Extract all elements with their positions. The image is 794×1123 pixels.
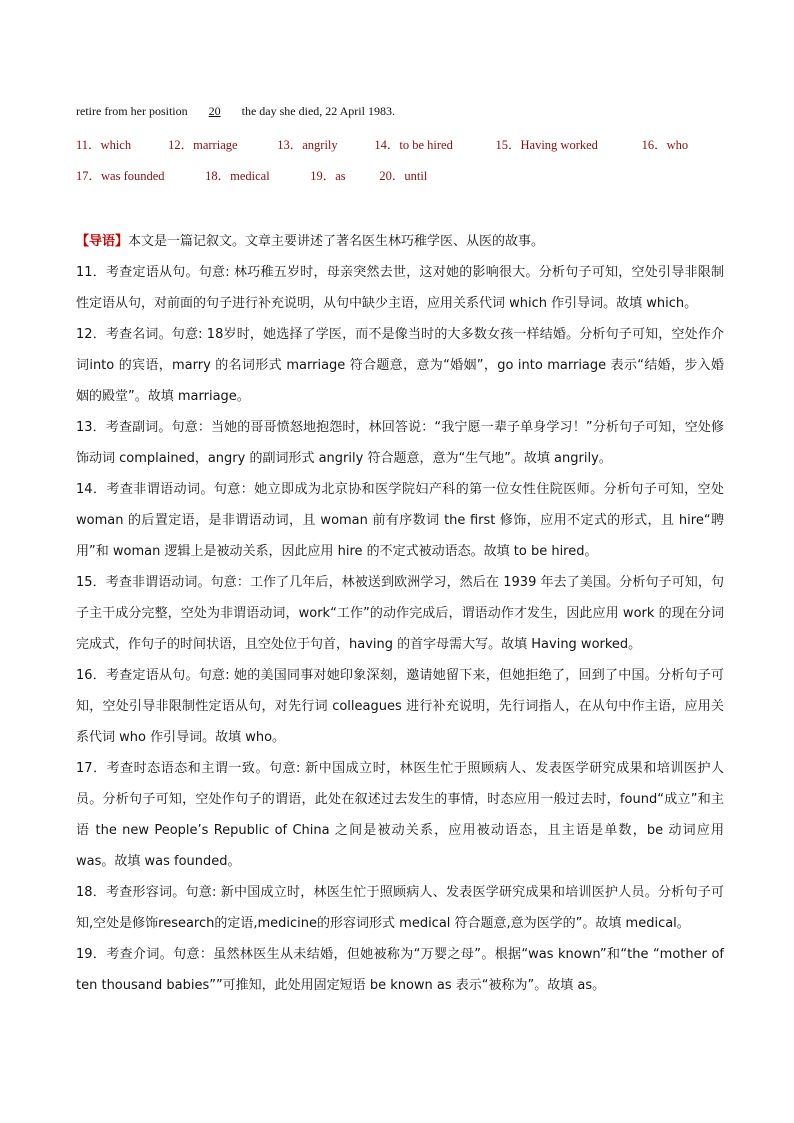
guide-label: 【导语】 [76,234,129,249]
explanation-19: 19．考查介词。句意：虽然林医生从未结婚，但她被称为“万婴之母”。根据“was known”和“the “mother of ten thousand babies””可推知，此处用固定短语 be known as 表示“被称为”。故填 as。 [76,947,724,993]
answer-row-2 [76,166,427,184]
answer-item: 11．which [76,138,132,152]
answer-item: 12．marriage [168,138,238,152]
answer-item: 19．as [310,169,346,183]
answer-item: 15．Having worked [495,138,598,152]
answer-item: 16．who [641,138,689,152]
explanation-11: 11．考查定语从句。句意: 林巧稚五岁时，母亲突然去世，这对她的影响很大。分析句子可知，空处引导非限制性定语从句，对前面的句子进行补充说明，从句中缺少主语，应用关系代词 which 作引导词。故填 which。 [76,265,724,311]
explanation-12: 12．考查名词。句意: 18岁时，她选择了学医，而不是像当时的大多数女孩一样结婚。分析句子可知，空处作介词into 的宾语，marry 的名词形式 marriage 符合题意，意为“婚姻”，go into marriage 表示“结婚，步入婚姻的殿堂”。故填 marriage。 [76,327,724,404]
intro-blank: 20 [208,104,221,118]
intro-after: the day she died, 22 April 1983. [241,104,395,118]
answer-item: 13．angrily [277,138,338,152]
answer-item: 20．until [379,169,428,183]
intro-line [76,104,395,119]
explanation-14: 14．考查非谓语动词。句意：她立即成为北京协和医学院妇产科的第一位女性住院医师。分析句子可知，空处 woman 的后置定语，是非谓语动词，且 woman 前有序数词 the first 修饰，应用不定式的形式，且 hire“聘用”和 woman 逻辑上是被动关系，因此应用 hire 的不定式被动语态。故填 to be hired。 [76,482,724,559]
explanation-section [76,226,724,1001]
explanation-18: 18．考查形容词。句意: 新中国成立时，林医生忙于照顾病人、发表医学研究成果和培训医护人员。分析句子可知,空处是修饰research的定语,medicine的形容词形式 medical 符合题意,意为医学的”。故填 medical。 [76,885,724,931]
guide-paragraph [76,226,724,257]
answer-item: 14．to be hired [374,138,453,152]
answer-item: 17．was founded [76,169,165,183]
guide-text: 本文是一篇记叙文。文章主要讲述了著名医生林巧稚学医、从医的故事。 [128,234,545,249]
answer-item: 18．medical [205,169,270,183]
explanation-13: 13．考查副词。句意：当她的哥哥愤怒地抱怨时，林回答说：“我宁愿一辈子单身学习！”分析句子可知，空处修饰动词 complained，angry 的副词形式 angrily 符合题意，意为“生气地”。故填 angrily。 [76,420,724,466]
answer-row-1 [76,135,688,153]
explanation-17: 17．考查时态语态和主谓一致。句意: 新中国成立时，林医生忙于照顾病人、发表医学研究成果和培训医护人员。分析句子可知，空处作句子的谓语，此处在叙述过去发生的事情，时态应用一般过去时，found“成立”和主语 the new People’s Republic of China 之间是被动关系，应用被动语态，且主语是单数，be 动词应用 was。故填 was founded。 [76,761,724,869]
explanation-15: 15．考查非谓语动词。句意：工作了几年后，林被送到欧洲学习，然后在 1939 年去了美国。分析句子可知，句子主干成分完整，空处为非谓语动词，work“工作”的动作完成后，谓语动作才发生，因此应用 work 的现在分词完成式，作句子的时间状语，且空处位于句首，having 的首字母需大写。故填 Having worked。 [76,575,724,652]
explanation-16: 16．考查定语从句。句意: 她的美国同事对她印象深刻，邀请她留下来，但她拒绝了，回到了中国。分析句子可知，空处引导非限制性定语从句，对先行词 colleagues 进行补充说明，先行词指人，在从句中作主语，应用关系代词 who 作引导词。故填 who。 [76,668,724,745]
intro-before: retire from her position [76,104,188,118]
